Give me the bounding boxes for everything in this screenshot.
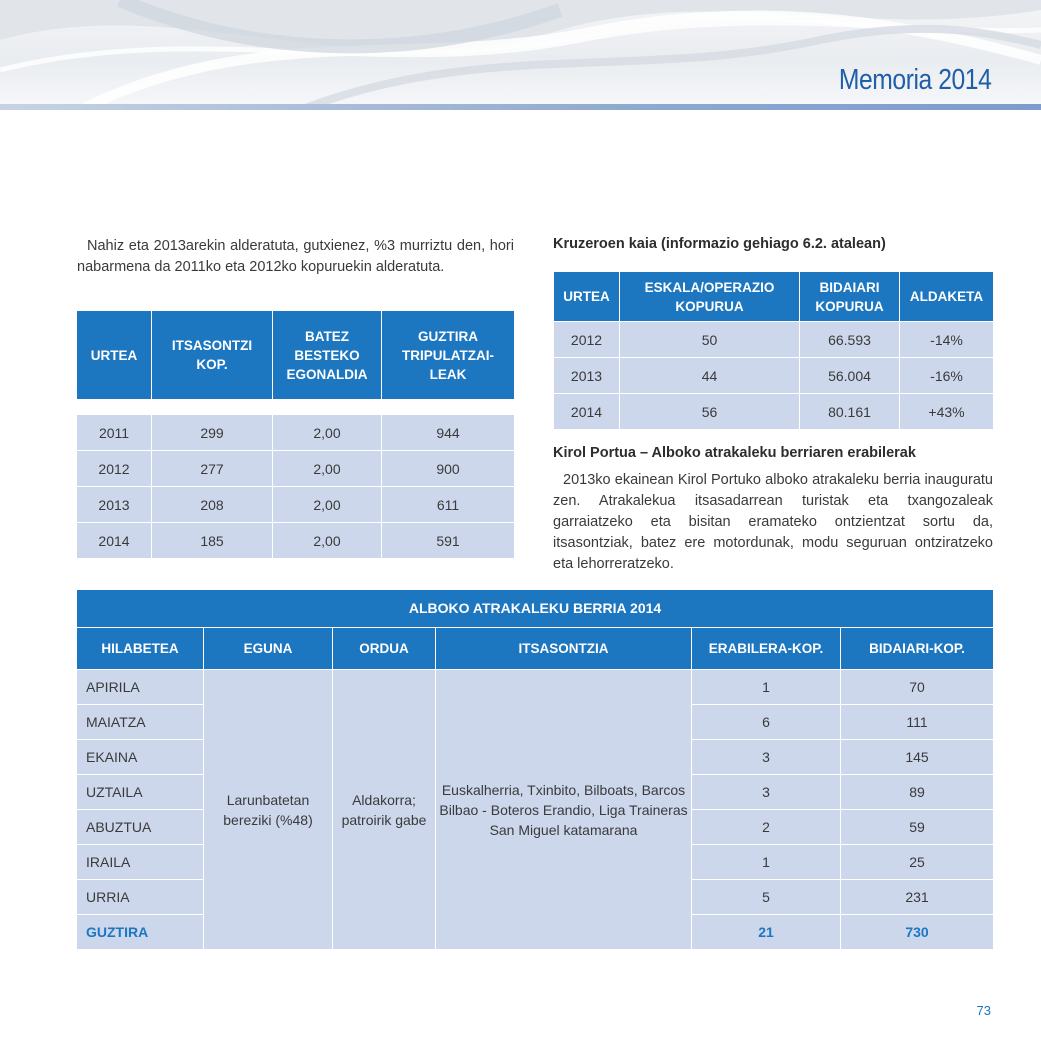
col-header-ordua: ORDUA — [333, 628, 436, 670]
cell-year: 2012 — [554, 322, 620, 358]
cell-passengers: 145 — [841, 740, 994, 775]
berth-table-title: ALBOKO ATRAKALEKU BERRIA 2014 — [77, 590, 994, 628]
col-header-urtea: URTEA — [554, 272, 620, 322]
cell-change: -16% — [900, 358, 994, 394]
cell-passengers: 59 — [841, 810, 994, 845]
cell-month: ABUZTUA — [77, 810, 204, 845]
cell-change: -14% — [900, 322, 994, 358]
cell-crew: 591 — [382, 523, 515, 559]
cell-passengers: 56.004 — [800, 358, 900, 394]
cell-crew: 944 — [382, 415, 515, 451]
report-title: Memoria 2014 — [838, 64, 991, 96]
cell-year: 2011 — [77, 415, 152, 451]
cell-change: +43% — [900, 394, 994, 430]
cell-year: 2013 — [77, 487, 152, 523]
table-row — [77, 451, 515, 487]
cell-uses: 5 — [692, 880, 841, 915]
cell-itsasontzia: Euskalherria, Txinbito, Bilboats, Barcos Bilbao - Boteros Erandio, Liga Traineras San Miguel katamarana — [436, 670, 692, 950]
cell-total-uses: 21 — [692, 915, 841, 950]
cell-uses: 2 — [692, 810, 841, 845]
cell-uses: 6 — [692, 705, 841, 740]
cell-vessels: 277 — [152, 451, 273, 487]
cell-month: APIRILA — [77, 670, 204, 705]
table-row — [554, 394, 994, 430]
sport-port-heading: Kirol Portua – Alboko atrakaleku berriaren erabilerak — [553, 445, 916, 461]
cell-eguna: Larunbatetan bereziki (%48) — [204, 670, 333, 950]
cell-month: MAIATZA — [77, 705, 204, 740]
cell-stay: 2,00 — [273, 523, 382, 559]
cruise-table — [553, 271, 994, 430]
cell-stay: 2,00 — [273, 451, 382, 487]
col-header-bidaiari: BIDAIARI-KOP. — [841, 628, 994, 670]
berth-usage-table — [76, 589, 994, 950]
cell-year: 2013 — [554, 358, 620, 394]
cell-ordua: Aldakorra; patroirik gabe — [333, 670, 436, 950]
col-header-hilabetea: HILABETEA — [77, 628, 204, 670]
table-row — [554, 322, 994, 358]
col-header-erabilera: ERABILERA-KOP. — [692, 628, 841, 670]
cell-passengers: 80.161 — [800, 394, 900, 430]
cell-calls: 50 — [620, 322, 800, 358]
cell-month: EKAINA — [77, 740, 204, 775]
cell-month: IRAILA — [77, 845, 204, 880]
col-header-egonaldia: BATEZ BESTEKO EGONALDIA — [273, 311, 382, 400]
table-row — [77, 670, 994, 705]
table-row — [77, 487, 515, 523]
cell-total-label: GUZTIRA — [77, 915, 204, 950]
col-header-urtea: URTEA — [77, 311, 152, 400]
cell-passengers: 89 — [841, 775, 994, 810]
cell-uses: 3 — [692, 740, 841, 775]
cell-uses: 1 — [692, 845, 841, 880]
col-header-eguna: EGUNA — [204, 628, 333, 670]
cell-year: 2014 — [554, 394, 620, 430]
cell-passengers: 25 — [841, 845, 994, 880]
table-row — [554, 358, 994, 394]
page-number: 73 — [976, 1003, 991, 1018]
cell-year: 2014 — [77, 523, 152, 559]
col-header-tripulatzaileak: GUZTIRA TRIPULATZAI-LEAK — [382, 311, 515, 400]
cell-passengers: 70 — [841, 670, 994, 705]
cell-total-passengers: 730 — [841, 915, 994, 950]
sport-port-paragraph: 2013ko ekainean Kirol Portuko alboko atrakaleku berria inauguratu zen. Atrakalekua itsasadarrean turistak eta txangozaleak garraiatzeko eta bisitan eramateko ontzientzat sortu da, itsasontziak, batez ere motordunak, modu seguruan ontziratzeko eta lehorreratzeko. — [553, 472, 993, 572]
cell-month: UZTAILA — [77, 775, 204, 810]
vessels-table — [76, 310, 515, 559]
cell-stay: 2,00 — [273, 487, 382, 523]
cell-passengers: 231 — [841, 880, 994, 915]
col-header-eskala: ESKALA/OPERAZIO KOPURUA — [620, 272, 800, 322]
cell-passengers: 66.593 — [800, 322, 900, 358]
col-header-itsasontzia: ITSASONTZIA — [436, 628, 692, 670]
col-header-aldaketa: ALDAKETA — [900, 272, 994, 322]
cell-vessels: 299 — [152, 415, 273, 451]
cell-year: 2012 — [77, 451, 152, 487]
col-header-bidaiari: BIDAIARI KOPURUA — [800, 272, 900, 322]
cell-vessels: 185 — [152, 523, 273, 559]
page-header — [0, 0, 1041, 110]
cell-crew: 611 — [382, 487, 515, 523]
cell-vessels: 208 — [152, 487, 273, 523]
cell-crew: 900 — [382, 451, 515, 487]
cell-calls: 56 — [620, 394, 800, 430]
cell-month: URRIA — [77, 880, 204, 915]
cell-uses: 1 — [692, 670, 841, 705]
table-row — [77, 415, 515, 451]
table-row — [77, 523, 515, 559]
header-blue-rule — [0, 104, 1041, 110]
cell-passengers: 111 — [841, 705, 994, 740]
cell-stay: 2,00 — [273, 415, 382, 451]
col-header-itsasontzi: ITSASONTZI KOP. — [152, 311, 273, 400]
cell-calls: 44 — [620, 358, 800, 394]
cruise-heading: Kruzeroen kaia (informazio gehiago 6.2. atalean) — [553, 236, 886, 252]
intro-paragraph: Nahiz eta 2013arekin alderatuta, gutxienez, %3 murriztu den, hori nabarmena da 2011ko eta 2012ko kopuruekin alderatuta. — [77, 238, 514, 275]
cell-uses: 3 — [692, 775, 841, 810]
